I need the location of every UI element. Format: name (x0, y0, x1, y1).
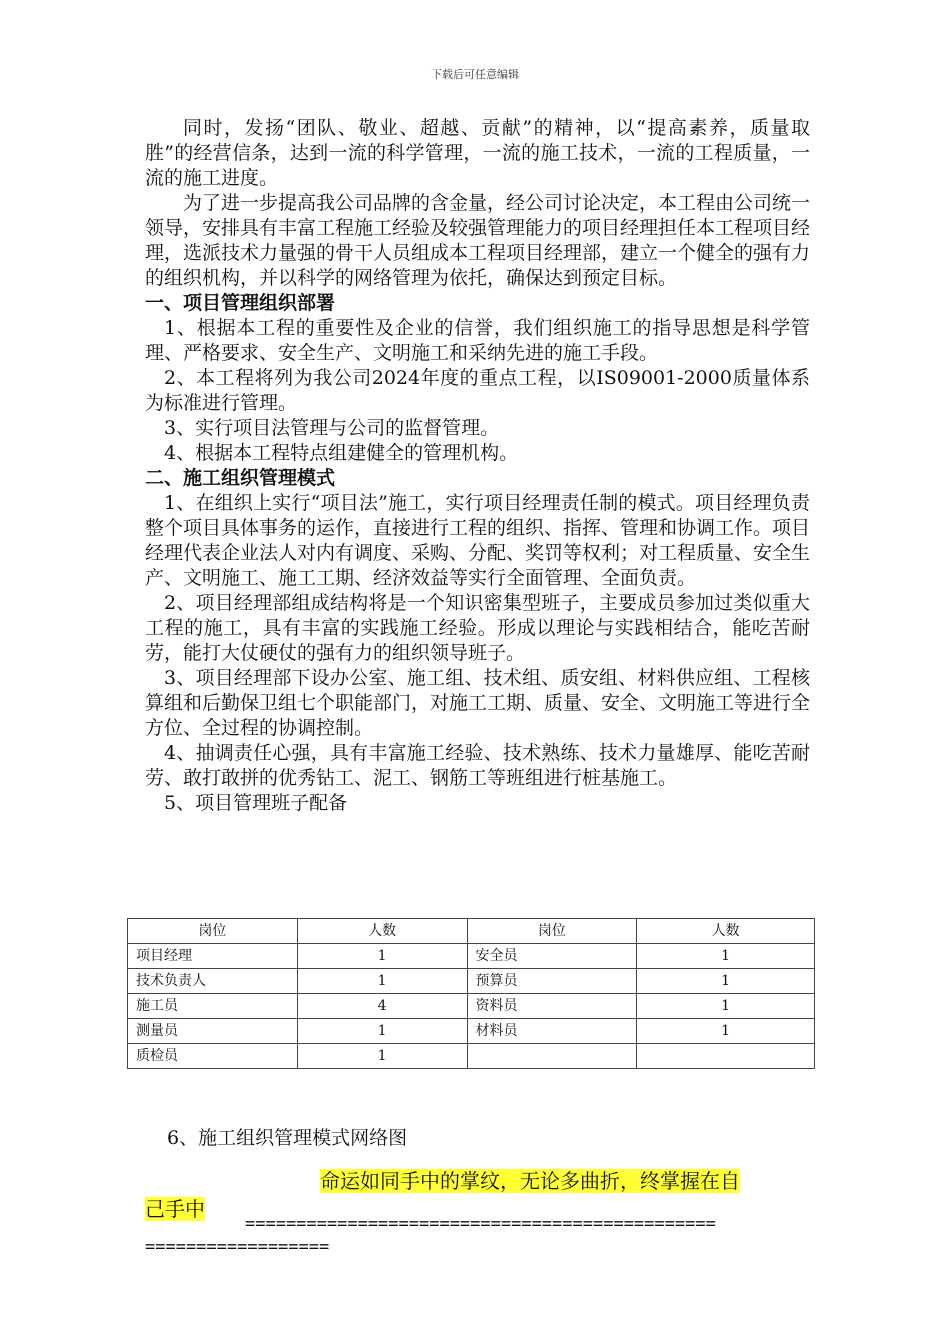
table-title: 5、项目管理班子配备 (164, 792, 348, 814)
table-cell: 材料员 (467, 1019, 637, 1044)
staffing-table (127, 918, 815, 1069)
table-row (128, 969, 815, 994)
separator-line-1: ============================================== (245, 1214, 716, 1234)
separator-line-2: ================== (145, 1237, 330, 1257)
table-cell: 1 (637, 969, 815, 994)
table-cell (637, 1044, 815, 1069)
section-item-network-diagram: 6、施工组织管理模式网络图 (167, 1127, 408, 1149)
table-cell: 1 (297, 1044, 467, 1069)
table-cell: 1 (637, 944, 815, 969)
table-cell: 1 (637, 1019, 815, 1044)
list-item: 3、项目经理部下设办公室、施工组、技术组、质安组、材料供应组、工程核算组和后勤保卫组七个职能部门，对施工工期、质量、安全、文明施工等进行全方位、全过程的协调控制。 (145, 667, 811, 739)
table-cell: 1 (297, 1019, 467, 1044)
table-cell: 1 (297, 969, 467, 994)
section-heading: 一、项目管理组织部署 (145, 292, 336, 314)
table-cell: 1 (637, 994, 815, 1019)
list-item: 4、抽调责任心强，具有丰富施工经验、技术熟练、技术力量雄厚、能吃苦耐劳、敢打敢拼的优秀钻工、泥工、钢筋工等班组进行桩基施工。 (145, 742, 810, 789)
table-row (128, 944, 815, 969)
list-item: 2、本工程将列为我公司2024年度的重点工程，以IS09001-2000质量体系为标准进行管理。 (145, 367, 810, 414)
table-cell: 技术负责人 (128, 969, 298, 994)
table-cell: 质检员 (128, 1044, 298, 1069)
list-item: 1、在组织上实行“项目法”施工，实行项目经理责任制的模式。项目经理负责整个项目具体事务的运作，直接进行工程的组织、指挥、管理和协调工作。项目经理代表企业法人对内有调度、采购、分配、奖罚等权利；对工程质量、安全生产、文明施工、施工工期、经济效益等实行全面管理、全面负责。 (145, 492, 811, 589)
table-cell: 安全员 (467, 944, 637, 969)
table-cell: 施工员 (128, 994, 298, 1019)
table-cell: 预算员 (467, 969, 637, 994)
list-item: 4、根据本工程特点组建健全的管理机构。 (164, 442, 519, 464)
column-header-count: 人数 (297, 919, 467, 944)
section-heading: 二、施工组织管理模式 (145, 467, 336, 489)
column-header-count: 人数 (637, 919, 815, 944)
separator-line (145, 1213, 810, 1259)
column-header-position: 岗位 (467, 919, 637, 944)
document-body (145, 116, 810, 816)
table-row (128, 1044, 815, 1069)
column-header-position: 岗位 (128, 919, 298, 944)
table-row (128, 994, 815, 1019)
motto-line-1: 命运如同手中的掌纹，无论多曲折，终掌握在自 (320, 1169, 740, 1193)
table-cell (467, 1044, 637, 1069)
table-header-row (128, 919, 815, 944)
page-header: 下载后可任意编辑 (431, 68, 519, 81)
table-cell: 资料员 (467, 994, 637, 1019)
list-item: 1、根据本工程的重要性及企业的信誉，我们组织施工的指导思想是科学管理、严格要求、安全生产、文明施工和采纳先进的施工手段。 (145, 317, 810, 364)
table-cell: 测量员 (128, 1019, 298, 1044)
table-row (128, 1019, 815, 1044)
table-cell: 4 (297, 994, 467, 1019)
paragraph: 为了进一步提高我公司品牌的含金量，经公司讨论决定，本工程由公司统一领导，安排具有丰富工程施工经验及较强管理能力的项目经理担任本工程项目经理，选派技术力量强的骨干人员组成本工程项目经理部，建立一个健全的强有力的组织机构，并以科学的网络管理为依托，确保达到预定目标。 (145, 192, 811, 289)
list-item: 3、实行项目法管理与公司的监督管理。 (164, 417, 500, 439)
table-cell: 1 (297, 944, 467, 969)
paragraph: 同时，发扬“团队、敬业、超越、贡献”的精神，以“提高素养，质量取胜”的经营信条，达到一流的科学管理，一流的施工技术，一流的工程质量，一流的施工进度。 (145, 117, 810, 189)
motto-line-2: 己手中 (145, 1197, 205, 1221)
table-cell: 项目经理 (128, 944, 298, 969)
list-item: 2、项目经理部组成结构将是一个知识密集型班子，主要成员参加过类似重大工程的施工，具有丰富的实践施工经验。形成以理论与实践相结合，能吃苦耐劳，能打大仗硬仗的强有力的组织领导班子。 (145, 592, 810, 664)
